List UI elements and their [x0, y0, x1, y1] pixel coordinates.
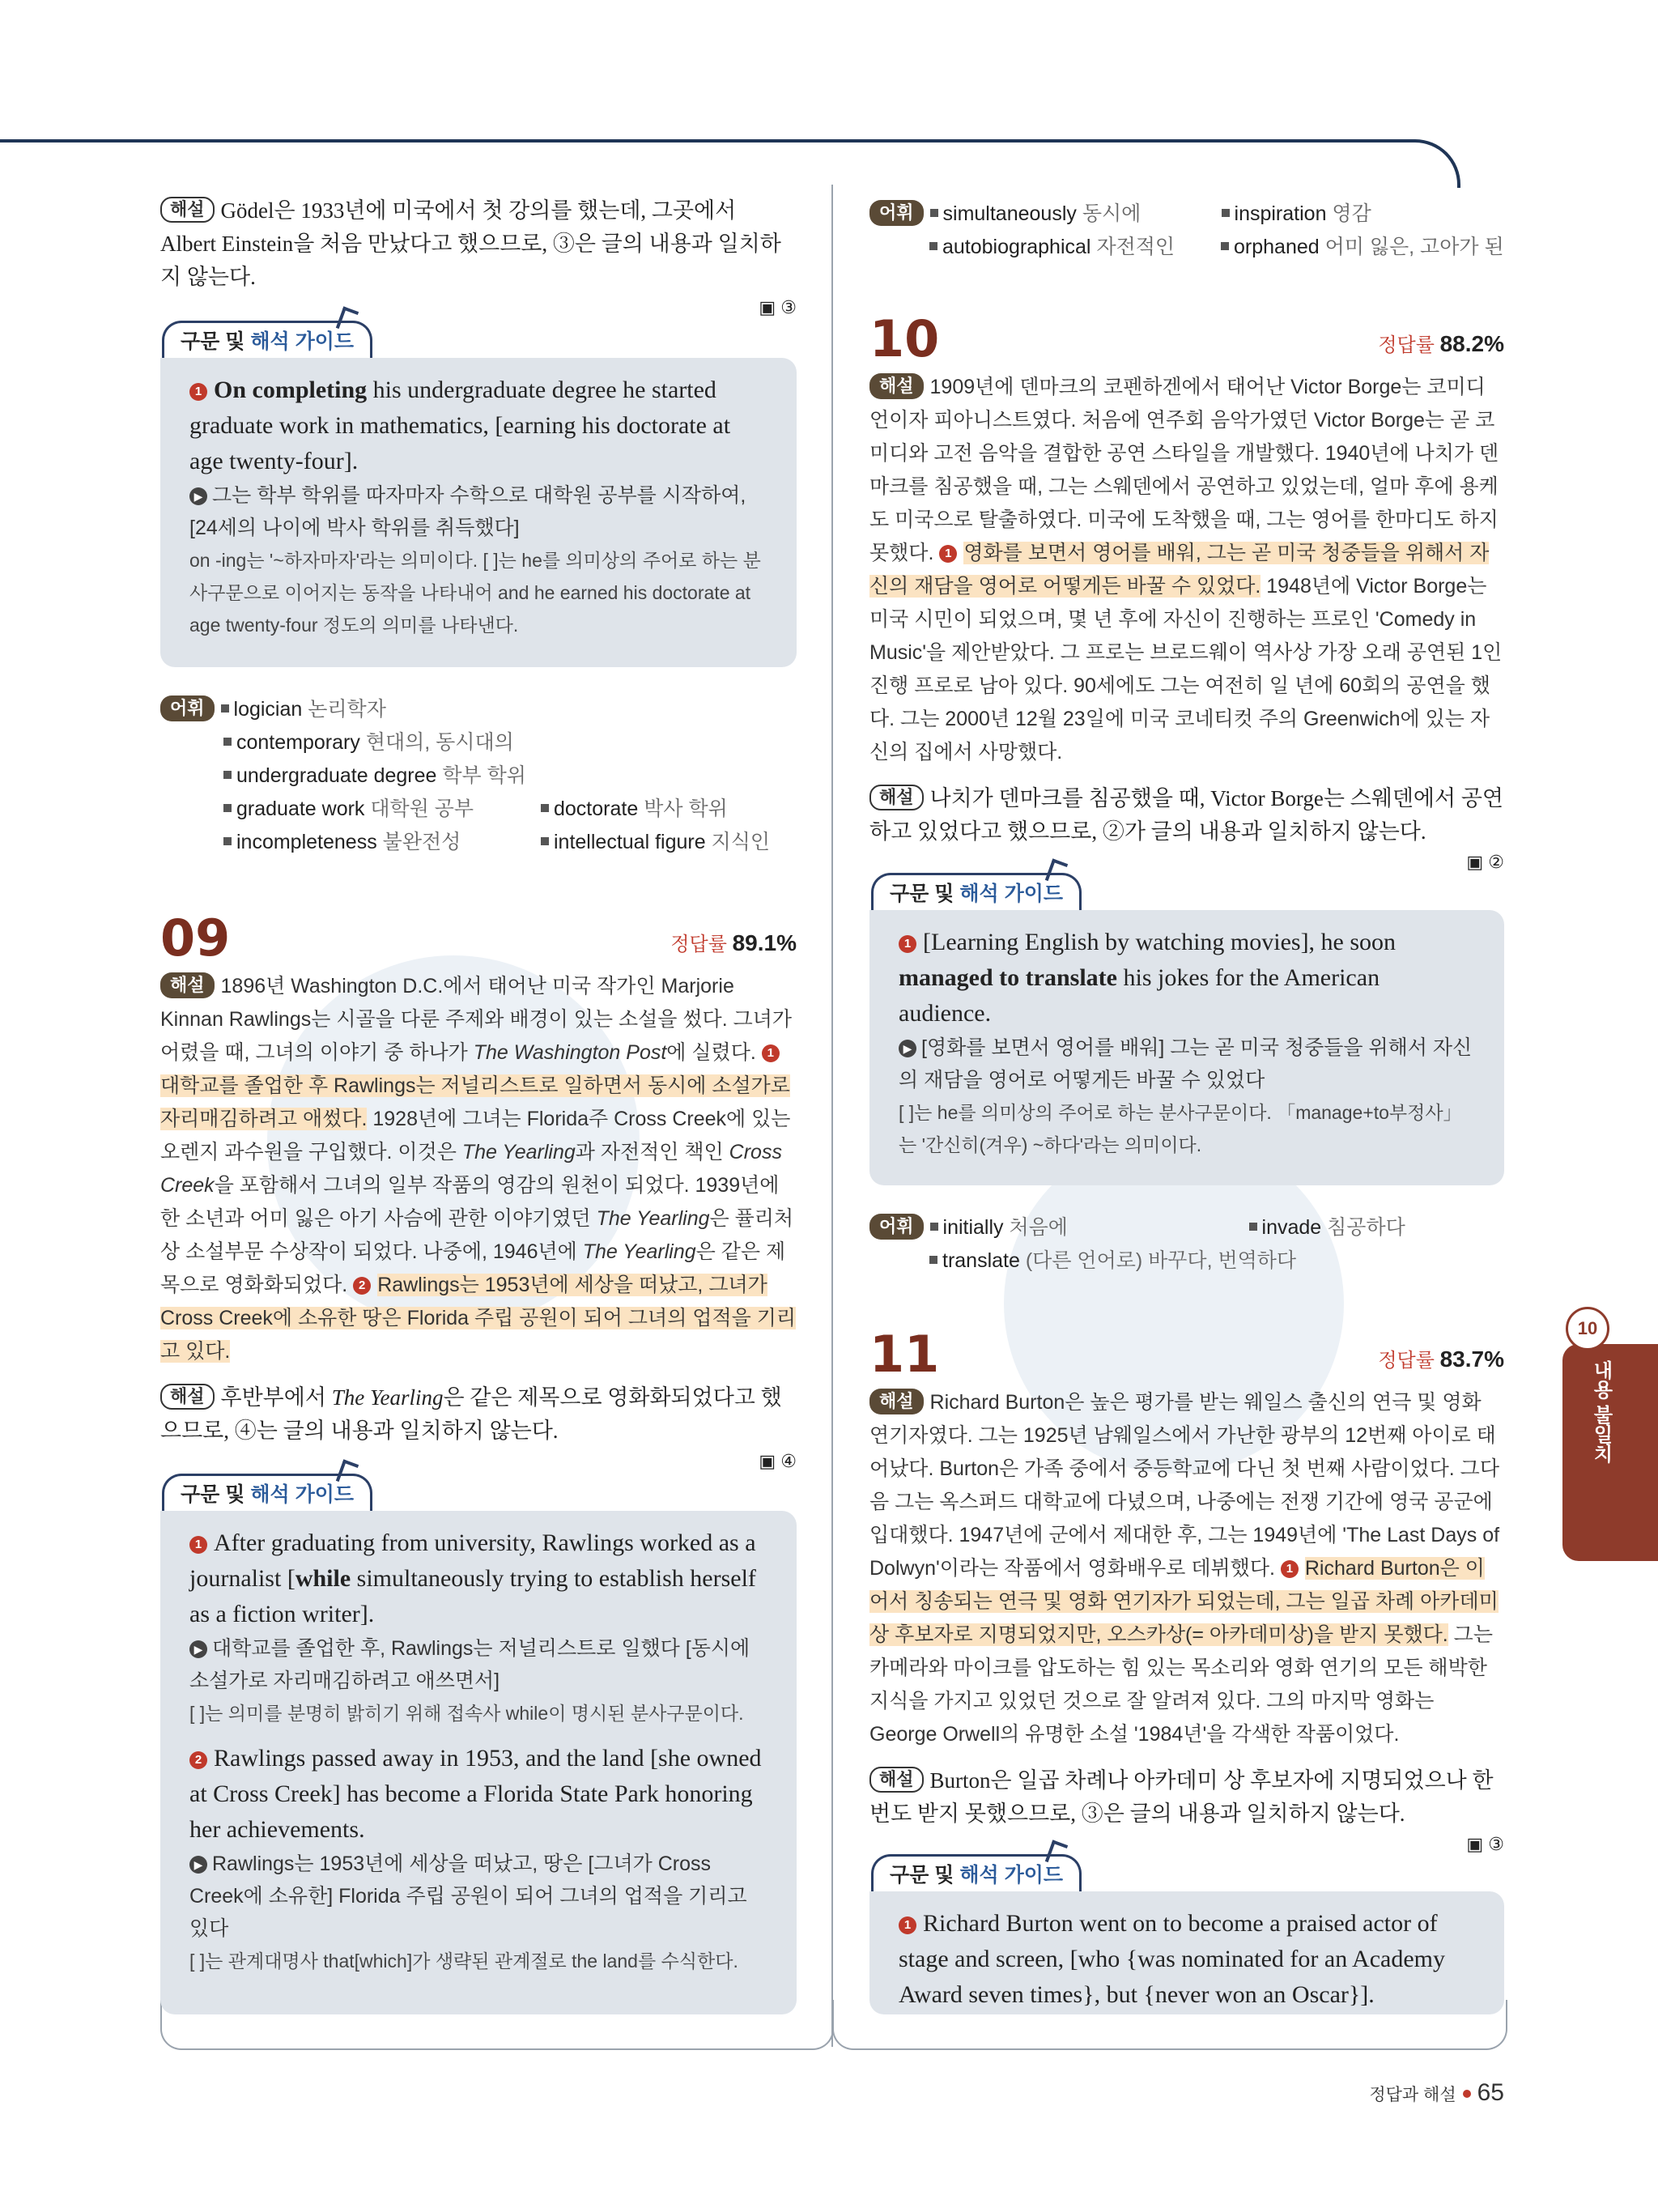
guide-box: [869, 910, 1504, 1185]
guide-korean: ▶ 대학교를 졸업한 후, Rawlings는 저널리스트로 일했다 [동시에 소설가로 자리매김하려고 애쓰면서]: [189, 1637, 750, 1692]
header-rule: [0, 139, 1460, 188]
guide-english: 1 Richard Burton went on to become a praised actor of stage and screen, [who {was nominated for an Academy Award seven times}, but {never won an Oscar}].: [899, 1910, 1445, 2008]
translation-paragraph: 해설 1896년 Washington D.C.에서 태어난 미국 작가인 Marjorie Kinnan Rawlings는 시골을 다룬 주제와 배경이 있는 소설을 썼다. 그녀가 어렸을 때, 그녀의 이야기 중 하나가 The Washington Post에 실렸다. 1대학교를 졸업한 후 Rawlings는 저널리스트로 일하면서 동시에 소설가로 자리매김하려고 애썼다. 1928년에 그녀는 Florida주 Cross Creek에 있는 오렌지 과수원을 구입했다. 이것은 The Yearling과 자전적인 책인 Cross Creek을 포함해서 그녀의 일부 작품의 영감의 원천이 되었다. 1939년에 한 소년과 어미 잃은 아기 사슴에 관한 이야기였던 The Yearling은 퓰리처상 소설부문 수상작이 되었다. 나중에, 1946년에 The Yearling은 같은 제목으로 영화화되었다. 2 Rawlings는 1953년에 세상을 떠났고, 그녀가 Cross Creek에 소유한 땅은 Florida 주립 공원이 되어 그녀의 업적을 기리고 있다.: [160, 970, 797, 1368]
chapter-title: 내용 불일치: [1590, 1360, 1612, 1463]
explain-paragraph: 해설 나치가 덴마크를 침공했을 때, Victor Borge는 스웨덴에서 공연하고 있었다고 했으므로, ②가 글의 내용과 일치하지 않는다.: [869, 786, 1504, 844]
answer-mark: ▣ ③: [759, 297, 797, 317]
question-number: 10: [869, 309, 940, 368]
explain-paragraph: 해설 Gödel은 1933년에 미국에서 첫 강의를 했는데, 그곳에서 Albert Einstein을 처음 만났다고 했으므로, ③은 글의 내용과 일치하지 않는다.: [160, 198, 781, 289]
guide-note: on -ing는 '~하자마자'라는 의미이다. [ ]는 he를 의미상의 주어로 하는 분사구문으로 이어지는 동작을 나타내어 and he earned his doctorate at age twenty-four 정도의 의미를 나타낸다.: [189, 550, 761, 636]
question-10: [869, 311, 1504, 873]
guide-english: 1 After graduating from university, Rawlings worked as a journalist [while simultaneously trying to establish herself as a fiction writer].: [189, 1529, 756, 1627]
question-number: 09: [160, 908, 231, 968]
guide-box: [869, 1891, 1504, 2014]
question-09: [160, 910, 797, 1472]
translation-paragraph: 해설 Richard Burton은 높은 평가를 받는 웨일스 출신의 연극 및 영화 연기자였다. 그는 1925년 남웨일스에서 가난한 광부의 12번째 아이로 태어났다. Burton은 가족 중에서 중등학교에 다닌 첫 번째 사람이었다. 그다음 그는 옥스퍼드 대학교에 다녔으며, 나중에는 전쟁 기간에 영국 공군에 입대했다. 1947년에 군에서 제대한 후, 그는 1949년에 'The Last Days of Dolwyn'이라는 작품에서 영화배우로 데뷔했다. 1 Richard Burton은 이어서 칭송되는 연극 및 영화 연기자가 되었는데, 그는 일곱 차례 아카데미상 후보자로 지명되었지만, 오스카상(= 아카데미상)을 받지 못했다. 그는 카메라와 마이크를 압도하는 힘 있는 목소리와 영화 연기의 모든 해박한 지식을 가지고 있었던 것으로 잘 알려져 있다. 그의 마지막 영화는 George Orwell의 유명한 소설 '1984년'을 각색한 작품이었다.: [869, 1386, 1504, 1751]
chapter-number: 10: [1566, 1307, 1609, 1351]
page-footer: 정답과 해설 65: [1369, 2079, 1504, 2106]
guide-tab: 구문 및 해석 가이드: [162, 1474, 372, 1513]
guide-korean: ▶ Rawlings는 1953년에 세상을 떠났고, 땅은 [그녀가 Cross Creek에 소유한] Florida 주립 공원이 되어 그녀의 업적을 기리고 있다: [189, 1853, 747, 1940]
correct-rate: 정답률 89.1%: [670, 930, 797, 955]
guide-box: [160, 1511, 797, 2014]
question-number: 11: [869, 1325, 940, 1384]
guide-tab: 구문 및 해석 가이드: [871, 873, 1082, 912]
guide-note: [ ]는 he를 의미상의 주어로 하는 분사구문이다. 「manage+to부정사」는 '간신히(겨우) ~하다'라는 의미이다.: [899, 1102, 1462, 1155]
guide-note: [ ]는 의미를 분명히 밝히기 위해 접속사 while이 명시된 분사구문이다.: [189, 1703, 744, 1724]
guide-tab: 구문 및 해석 가이드: [871, 1854, 1082, 1894]
answer-mark: ▣ ②: [1466, 852, 1504, 872]
answer-mark: ▣ ④: [759, 1451, 797, 1471]
guide-english: 1 [Learning English by watching movies], he soon managed to translate his jokes for the American audience.: [899, 929, 1397, 1027]
left-column: [160, 194, 797, 318]
correct-rate: 정답률 83.7%: [1378, 1346, 1504, 1372]
page-number: 65: [1477, 2079, 1504, 2106]
guide-tab: 구문 및 해석 가이드: [162, 321, 372, 360]
vocab-list: 어휘 initially 처음에 invade 침공하다 translate (다른 언어로) 바꾸다, 번역하다: [869, 1211, 1504, 1278]
explain-tag: 해설: [160, 197, 215, 223]
guide-korean: ▶ 그는 학부 학위를 따자마자 수학으로 대학원 공부를 시작하여, [24세의 나이에 박사 학위를 취득했다]: [189, 484, 746, 539]
guide-english: 2 Rawlings passed away in 1953, and the land [she owned at Cross Creek] has become a Florida State Park honoring her achievements.: [189, 1745, 762, 1843]
vocab-list: 어휘 simultaneously 동시에 inspiration 영감 autobiographical 자전적인 orphaned 어미 잃은, 고아가 된: [869, 198, 1504, 264]
column-divider: [831, 185, 833, 2047]
explain-paragraph: 해설 Burton은 일곱 차례나 아카데미 상 후보자에 지명되었으나 한 번도 받지 못했으므로, ③은 글의 내용과 일치하지 않는다.: [869, 1768, 1494, 1826]
correct-rate: 정답률 88.2%: [1378, 331, 1504, 356]
guide-english: 1 On completing his undergraduate degree he started graduate work in mathematics, [earning his doctorate at age twenty-four].: [189, 376, 731, 474]
answer-mark: ▣ ③: [1466, 1834, 1504, 1854]
question-11: [869, 1326, 1504, 1855]
explain-paragraph: 해설 후반부에서 The Yearling은 같은 제목으로 영화화되었다고 했으므로, ④는 글의 내용과 일치하지 않는다.: [160, 1385, 782, 1443]
translation-paragraph: 해설 1909년에 덴마크의 코펜하겐에서 태어난 Victor Borge는 코미디언이자 피아니스트였다. 처음에 연주회 음악가였던 Victor Borge는 곧 코미디와 고전 음악을 결합한 공연 스타일을 개발했다. 1940년에 나치가 덴마크를 침공했을 때, 그는 스웨덴에서 공연하고 있었는데, 얼마 후에 용케도 미국으로 탈출하였다. 미국에 도착했을 때, 그는 영어를 한마디도 하지 못했다. 1 영화를 보면서 영어를 배워, 그는 곧 미국 청중들을 위해서 자신의 재담을 영어로 어떻게든 바꿀 수 있었다. 1948년에 Victor Borge는 미국 시민이 되었으며, 몇 년 후에 자신이 진행하는 프로인 'Comedy in Music'을 제안받았다. 그 프로는 브로드웨이 역사상 가장 오래 공연된 1인 진행 프로로 남아 있다. 90세에도 그는 여전히 일 년에 60회의 공연을 했다. 그는 2000년 12월 23일에 미국 코네티컷 주의 Greenwich에 있는 자신의 집에서 사망했다.: [869, 371, 1504, 769]
guide-korean: ▶ [영화를 보면서 영어를 배워] 그는 곧 미국 청중들을 위해서 자신의 재담을 영어로 어떻게든 바꿀 수 있었다: [899, 1036, 1473, 1091]
guide-note: [ ]는 관계대명사 that[which]가 생략된 관계절로 the land를 수식한다.: [189, 1950, 738, 1972]
vocab-list: 어휘 logician 논리학자 contemporary 현대의, 동시대의 undergraduate degree 학부 학위 graduate work 대학원 공부 doctorate 박사 학위 incompleteness 불완전성 intellectual figure 지식인: [160, 693, 797, 859]
guide-box: [160, 358, 797, 667]
